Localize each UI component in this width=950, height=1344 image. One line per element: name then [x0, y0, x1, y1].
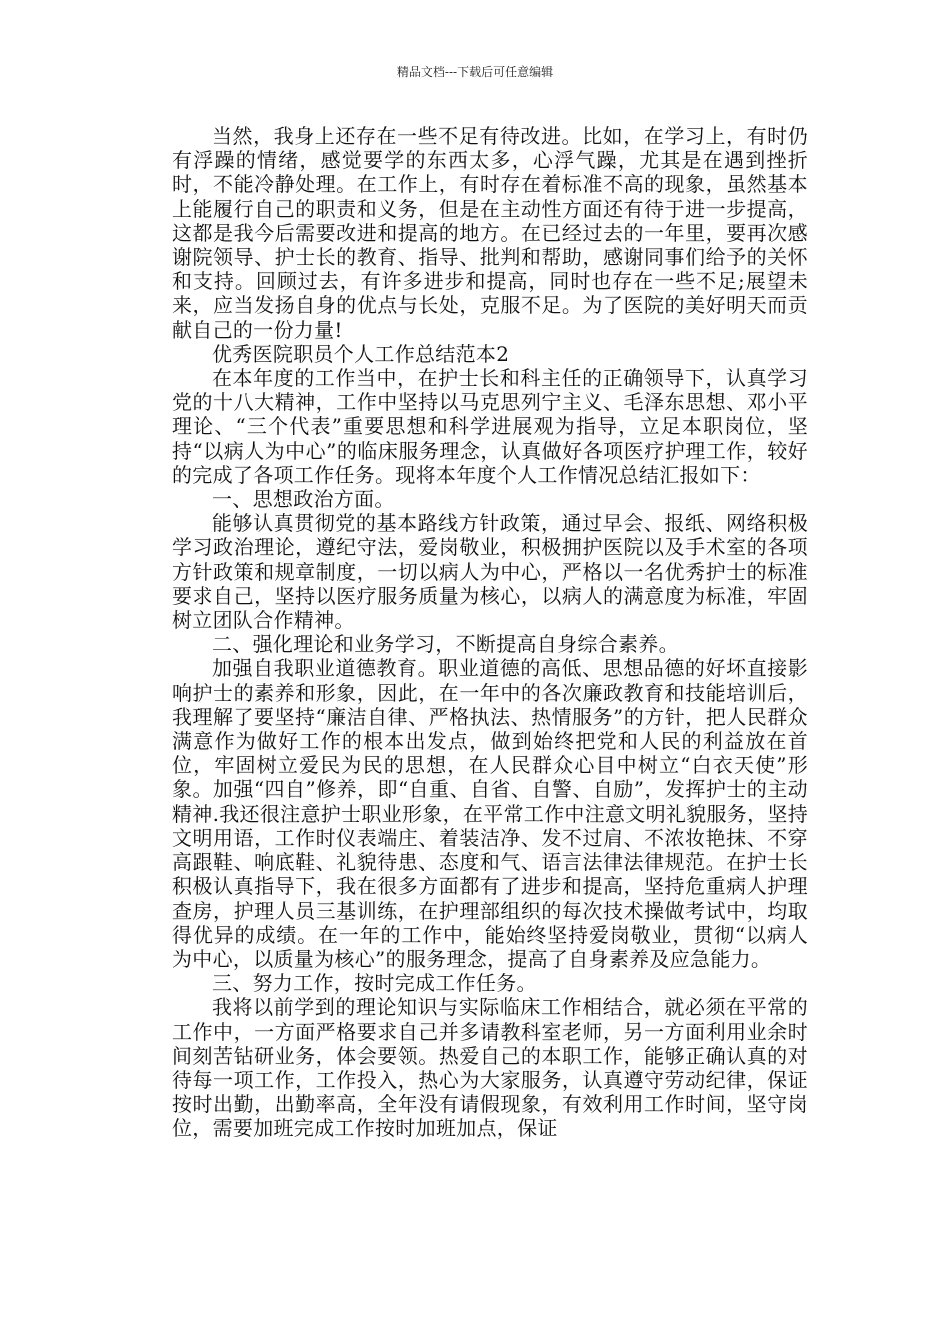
paragraph-self-improvement: 当然，我身上还存在一些不足有待改进。比如，在学习上，有时仍有浮躁的情绪，感觉要学的东西太多，心浮气躁，尤其是在遇到挫折时，不能冷静处理。在工作上，有时存在着标准不高的现象，虽然基本上能履行自己的职责和义务，但是在主动性方面还有待于进一步提高，这都是我今后需要改进和提高的地方。在已经过去的一年里，要再次感谢院领导、护士长的教育、指导、批判和帮助，感谢同事们给予的关怀和支持。回顾过去，有许多进步和提高，同时也存在一些不足;展望未来，应当发扬自身的优点与长处，克服不足。为了医院的美好明天而贡献自己的一份力量! — [172, 124, 808, 342]
paragraph-political-thought: 能够认真贯彻党的基本路线方针政策，通过早会、报纸、网络积极学习政治理论，遵纪守法，爱岗敬业，积极拥护医院以及手术室的各项方针政策和规章制度，一切以病人为中心，严格以一名优秀护士的标准要求自己，坚持以医疗服务质量为核心，以病人的满意度为标准，牢固树立团队合作精神。 — [172, 511, 808, 633]
heading-political-thought: 一、思想政治方面。 — [212, 487, 395, 512]
paragraph-work-tasks: 我将以前学到的理论知识与实际临床工作相结合，就必须在平常的工作中，一方面严格要求自己并多请教科室老师，另一方面利用业余时间刻苦钻研业务，体会要领。热爱自己的本职工作，能够正确认真的对待每一项工作，工作投入，热心为大家服务，认真遵守劳动纪律，保证按时出勤，出勤率高，全年没有请假现象，有效利用工作时间，坚守岗位，需要加班完成工作按时加班加点，保证 — [172, 995, 808, 1141]
page-header: 精品文档---下载后可任意编辑 — [396, 65, 554, 79]
paragraph-theory-study: 加强自我职业道德教育。职业道德的高低、思想品德的好坏直接影响护士的素养和形象，因此，在一年中的各次廉政教育和技能培训后，我理解了要坚持“廉洁自律、严格执法、热情服务”的方针，把人民群众满意作为做好工作的根本出发点，做到始终把党和人民的利益放在首位，牢固树立爱民为民的思想，在人民群众心目中树立“白衣天使”形象。加强“四自”修养，即“自重、自省、自警、自励”，发挥护士的主动精神.我还很注意护士职业形象，在平常工作中注意文明礼貌服务，坚持文明用语，工作时仪表端庄、着装洁净、发不过肩、不浓妆艳抹、不穿高跟鞋、响底鞋、礼貌待患、态度和气、语言法律法律规范。在护士长积极认真指导下，我在很多方面都有了进步和提高，坚持危重病人护理查房，护理人员三基训练，在护理部组织的每次技术操做考试中，均取得优异的成绩。在一年的工作中，能始终坚持爱岗敬业，贯彻“以病人为中心，以质量为核心”的服务理念，提高了自身素养及应急能力。 — [172, 656, 808, 971]
heading-work-tasks: 三、努力工作，按时完成工作任务。 — [212, 971, 537, 996]
section-title-sample-2: 优秀医院职员个人工作总结范本2 — [212, 341, 510, 366]
paragraph-intro: 在本年度的工作当中，在护士长和科主任的正确领导下，认真学习党的十八大精神，工作中坚持以马克思列宁主义、毛泽东思想、邓小平理论、“三个代表”重要思想和科学进展观为指导，立足本职岗位，坚持“以病人为中心”的临床服务理念，认真做好各项医疗护理工作，较好的完成了各项工作任务。现将本年度个人工作情况总结汇报如下： — [172, 366, 808, 487]
document-body — [172, 124, 808, 1141]
heading-theory-study: 二、强化理论和业务学习，不断提高自身综合素养。 — [212, 632, 679, 657]
